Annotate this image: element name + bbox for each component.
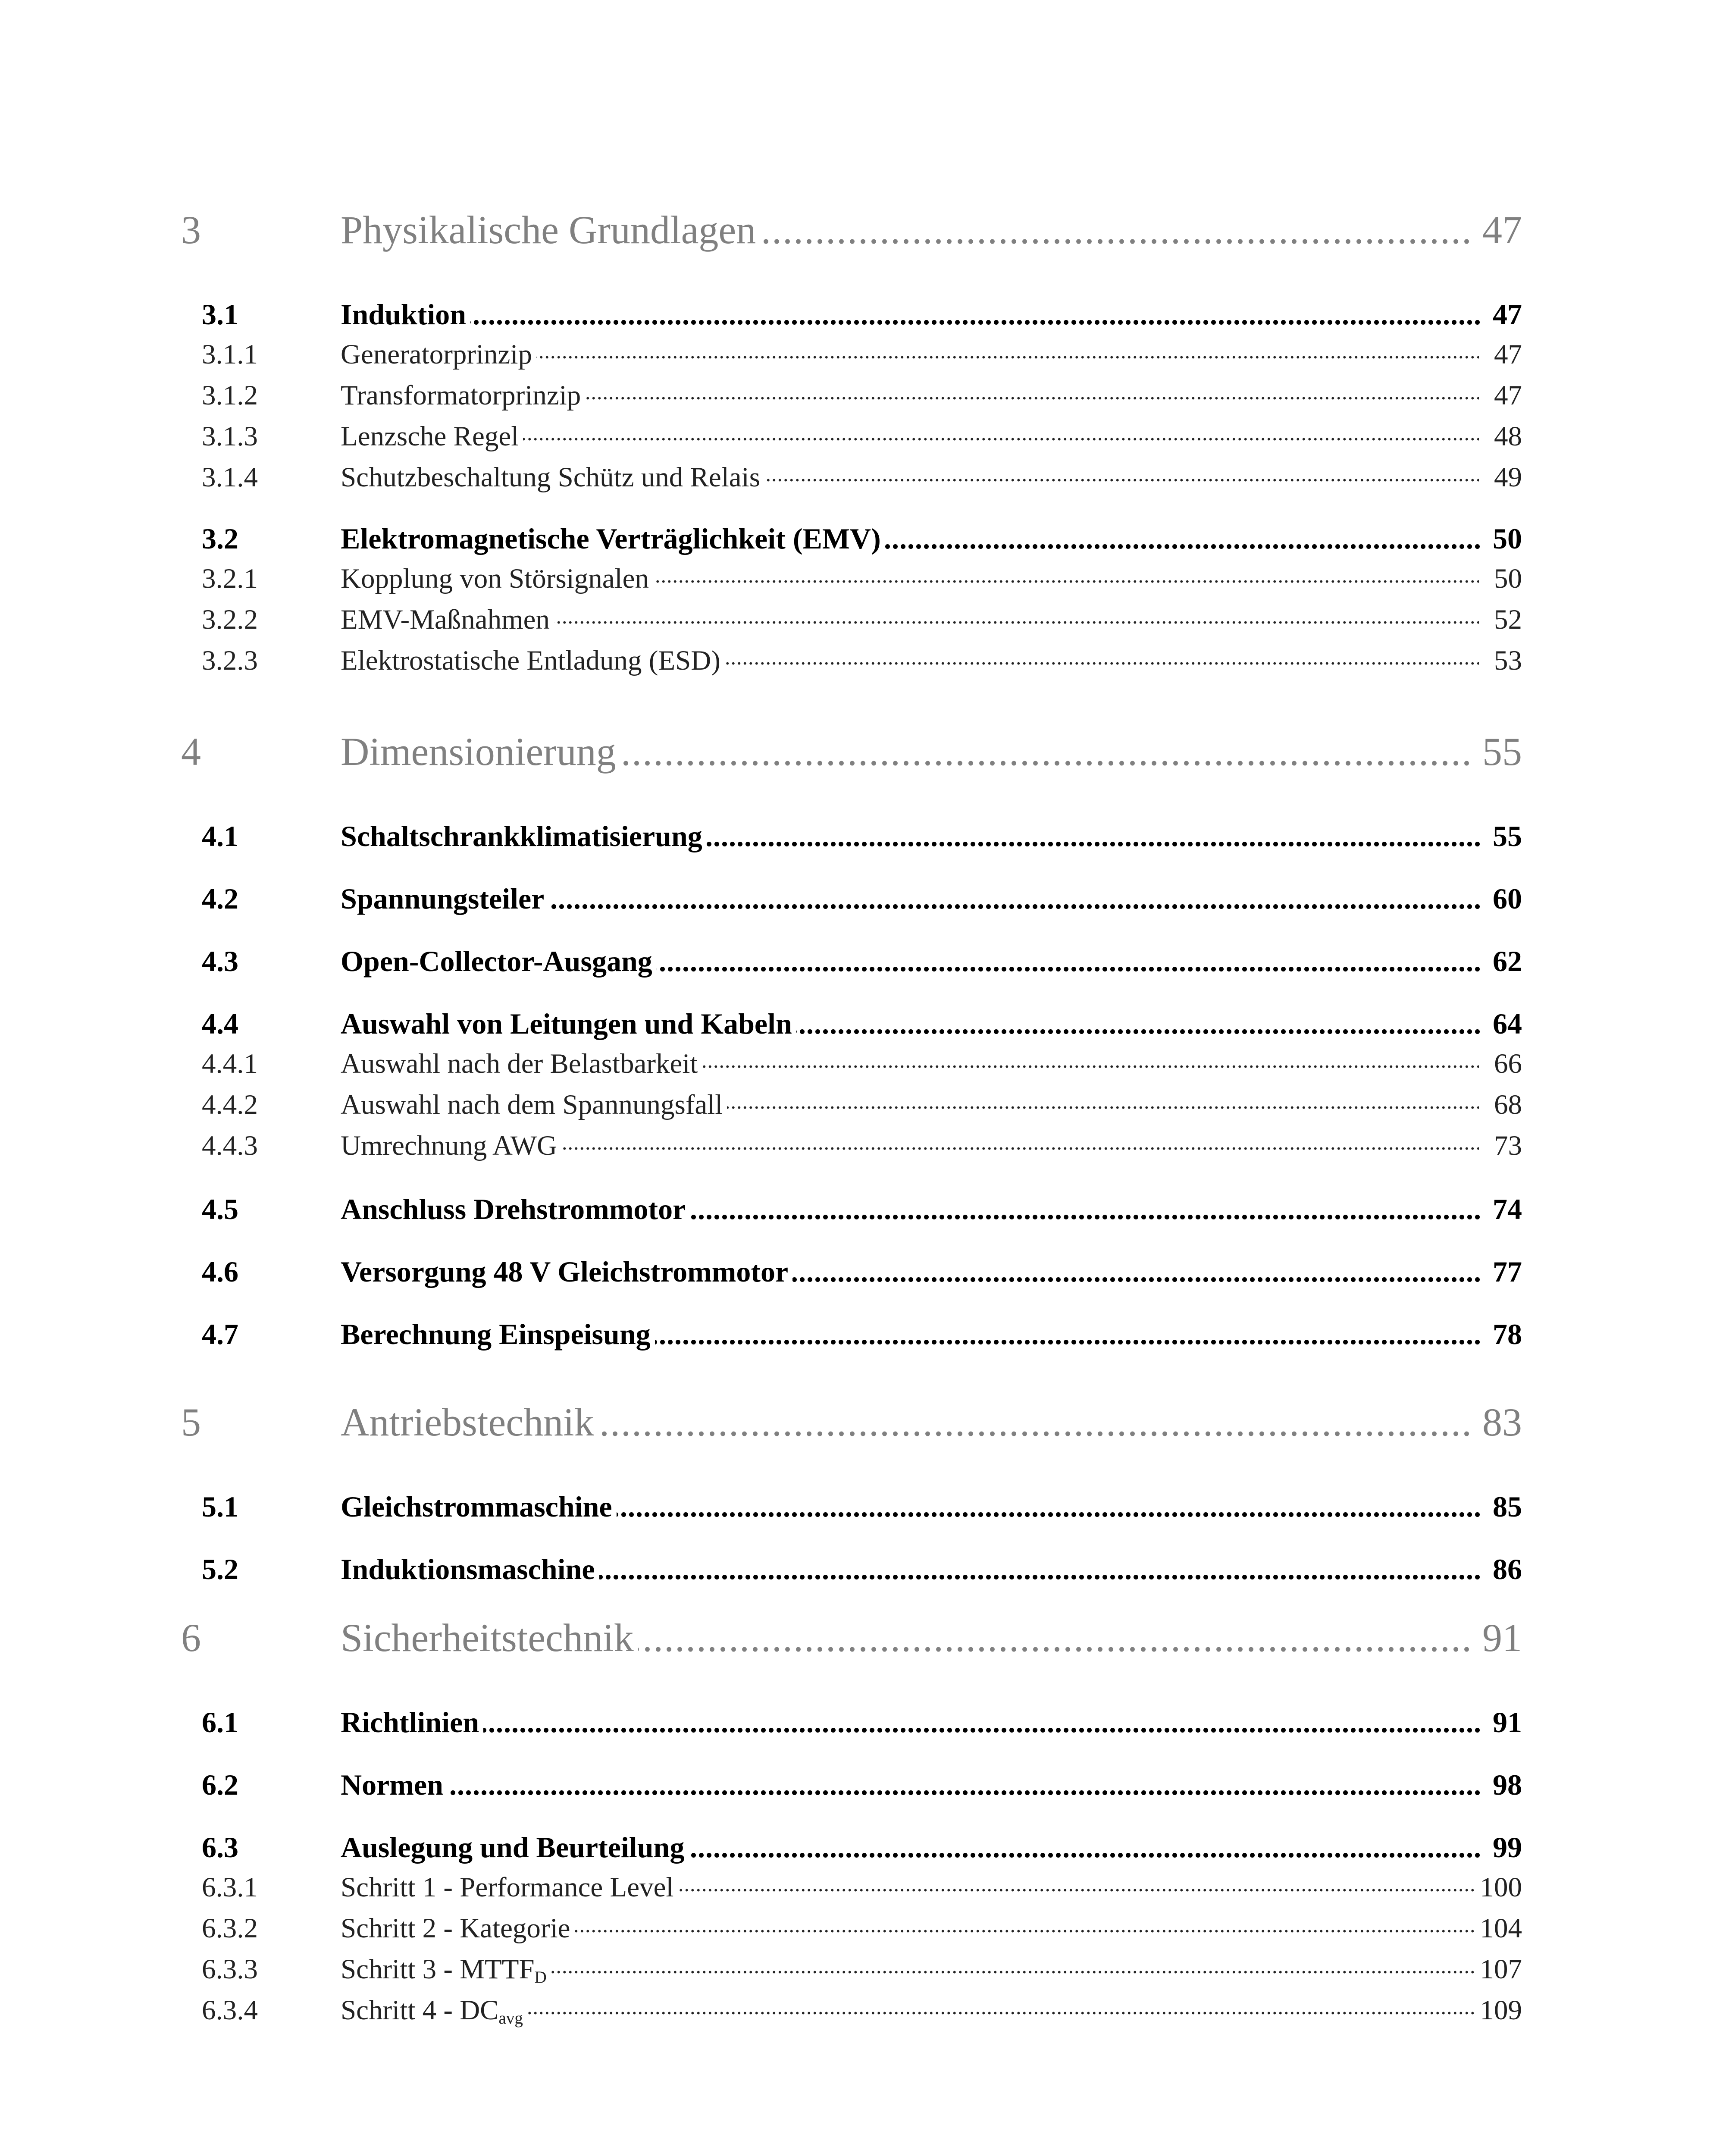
toc-entry-title: Auslegung und Beurteilung [341, 1830, 689, 1865]
toc-page-number: 109 [1477, 1994, 1522, 2027]
toc-page-number: 77 [1489, 1255, 1522, 1289]
toc-page-number: 74 [1489, 1192, 1522, 1226]
toc-entry-level-2[interactable] [181, 1830, 1522, 1865]
toc-entry-level-3[interactable] [181, 1912, 1522, 1947]
toc-entry-level-2[interactable] [181, 944, 1522, 979]
toc-entry-number: 4 [181, 730, 201, 774]
toc-page-number: 99 [1489, 1830, 1522, 1865]
toc-entry-number: 5.1 [202, 1490, 238, 1523]
toc-page-number: 50 [1489, 522, 1522, 556]
toc-entry-level-3[interactable] [181, 604, 1522, 638]
toc-page-number: 104 [1477, 1912, 1522, 1945]
toc-entry-level-2[interactable] [181, 522, 1522, 556]
toc-entry-level-2[interactable] [181, 1490, 1522, 1524]
dot-leader [341, 298, 1483, 332]
toc-entry-title: Lenzsche Regel [341, 420, 523, 453]
toc-entry-level-3[interactable] [181, 379, 1522, 414]
toc-page-number: 47 [1491, 379, 1522, 412]
toc-entry-title: Schritt $3 - MTTF_D$ [341, 1953, 551, 1987]
toc-entry-number: 3.1.2 [202, 380, 258, 411]
toc-entry-title: Spannungsteiler [341, 882, 548, 916]
toc-entry-title: Versorgung 48 V Gleichstrommotor [341, 1255, 792, 1289]
toc-entry-title: Generatorprinzip [341, 338, 536, 371]
toc-entry-number: 3.2 [202, 522, 238, 555]
toc-entry-level-3[interactable] [181, 563, 1522, 597]
toc-entry-number: 4.1 [202, 820, 238, 852]
toc-entry-level-2[interactable] [181, 1552, 1522, 1587]
toc-entry-number: 6 [181, 1616, 201, 1660]
toc-entry-level-3[interactable] [181, 461, 1522, 496]
toc-entry-level-3[interactable] [181, 1871, 1522, 1906]
toc-page-number: 50 [1491, 563, 1522, 595]
toc-page-number: 49 [1491, 461, 1522, 494]
toc-entry-level-3[interactable] [181, 338, 1522, 373]
toc-entry-title: Induktion [341, 298, 470, 332]
toc-entry-level-2[interactable] [181, 882, 1522, 916]
toc-entry-title: Umrechnung AWG [341, 1130, 561, 1162]
toc-entry-number: 4.4.1 [202, 1048, 258, 1079]
toc-entry-level-3[interactable] [181, 645, 1522, 679]
toc-entry-title: Induktionsmaschine [341, 1552, 599, 1586]
toc-entry-title: Richtlinien [341, 1705, 483, 1739]
toc-entry-number: 3.1.3 [202, 421, 258, 452]
toc-entry-number: 6.3.4 [202, 1995, 258, 2026]
toc-page-number: 91 [1489, 1705, 1522, 1739]
toc-page-number: 73 [1491, 1130, 1522, 1162]
toc-page-number: 85 [1489, 1490, 1522, 1524]
toc-entry-number: 3.1.1 [202, 339, 258, 370]
toc-entry-number: 3 [181, 208, 201, 252]
dot-leader [341, 1768, 1483, 1802]
toc-entry-level-3[interactable] [181, 1048, 1522, 1082]
toc-entry-level-2[interactable] [181, 298, 1522, 332]
toc-entry-level-3[interactable] [181, 1953, 1522, 1988]
toc-entry-title: EMV-Maßnahmen [341, 604, 554, 636]
toc-entry-title: Schaltschrankklimatisierung [341, 819, 707, 853]
toc-entry-number: 5 [181, 1400, 201, 1444]
toc-entry-number: 5.2 [202, 1553, 238, 1586]
toc-page-number: 86 [1489, 1552, 1522, 1586]
toc-entry-number: 3.1.4 [202, 462, 258, 493]
toc-entry-level-3[interactable] [181, 1994, 1522, 2029]
toc-entry-title: Antriebstechnik [341, 1399, 598, 1445]
toc-page-number: 55 [1489, 819, 1522, 853]
toc-entry-number: 6.1 [202, 1706, 238, 1739]
toc-page-number: 60 [1489, 882, 1522, 916]
toc-page-number: 83 [1479, 1399, 1522, 1445]
toc-entry-number: 6.3.3 [202, 1954, 258, 1985]
toc-entry-level-1[interactable] [181, 1615, 1522, 1662]
toc-entry-level-3[interactable] [181, 420, 1522, 455]
toc-entry-number: 4.6 [202, 1255, 238, 1288]
toc-entry-title: Elektromagnetische Verträglichkeit (EMV) [341, 522, 885, 556]
toc-page-number: 98 [1489, 1768, 1522, 1802]
toc-entry-title: Auswahl von Leitungen und Kabeln [341, 1007, 796, 1041]
toc-page-number: 100 [1477, 1871, 1522, 1904]
toc-entry-level-2[interactable] [181, 819, 1522, 854]
toc-page-number: 68 [1491, 1089, 1522, 1121]
toc-entry-number: 6.3.2 [202, 1913, 258, 1944]
toc-entry-title: Auswahl nach dem Spannungsfall [341, 1089, 727, 1121]
toc-page-number: 78 [1489, 1317, 1522, 1351]
toc-entry-level-3[interactable] [181, 1089, 1522, 1123]
toc-entry-number: 6.3.1 [202, 1872, 258, 1903]
toc-entry-level-3[interactable] [181, 1130, 1522, 1164]
toc-entry-level-2[interactable] [181, 1255, 1522, 1289]
toc-entry-level-2[interactable] [181, 1768, 1522, 1802]
toc-entry-level-1[interactable] [181, 207, 1522, 254]
toc-page-number: 53 [1491, 645, 1522, 677]
toc-page-number: 55 [1479, 729, 1522, 774]
toc-page-number: 66 [1491, 1048, 1522, 1080]
toc-entry-title: Physikalische Grundlagen [341, 207, 760, 253]
toc-entry-title: Schritt $4 - DC_{avg}$ [341, 1994, 527, 2028]
toc-entry-number: 4.5 [202, 1193, 238, 1225]
toc-entry-title: Schritt 2 - Kategorie [341, 1912, 574, 1945]
toc-entry-title: Elektrostatische Entladung (ESD) [341, 645, 725, 677]
toc-entry-number: 4.7 [202, 1318, 238, 1351]
toc-entry-title: Transformatorprinzip [341, 379, 585, 412]
toc-entry-number: 4.2 [202, 882, 238, 915]
toc-entry-level-1[interactable] [181, 729, 1522, 776]
toc-entry-title: Berechnung Einspeisung [341, 1317, 655, 1351]
toc-entry-title: Auswahl nach der Belastbarkeit [341, 1048, 702, 1080]
toc-entry-title: Open-Collector-Ausgang [341, 944, 657, 978]
toc-page-number: 52 [1491, 604, 1522, 636]
toc-entry-level-1[interactable] [181, 1399, 1522, 1447]
toc-entry-title: Anschluss Drehstrommotor [341, 1192, 690, 1226]
toc-entry-number: 6.2 [202, 1768, 238, 1801]
toc-entry-level-2[interactable] [181, 1192, 1522, 1227]
toc-entry-title: Dimensionierung [341, 729, 620, 774]
toc-page-number: 47 [1479, 207, 1522, 253]
toc-entry-title: Normen [341, 1768, 448, 1802]
toc-entry-title: Kopplung von Störsignalen [341, 563, 653, 595]
toc-page-number: 91 [1479, 1615, 1522, 1661]
toc-entry-number: 3.2.1 [202, 563, 258, 594]
toc-entry-level-2[interactable] [181, 1705, 1522, 1740]
toc-page-number: 47 [1489, 298, 1522, 332]
toc-page-number: 64 [1489, 1007, 1522, 1041]
toc-page-number: 47 [1491, 338, 1522, 371]
toc-entry-title: Gleichstrommaschine [341, 1490, 617, 1524]
toc-entry-number: 3.2.2 [202, 604, 258, 635]
toc-entry-number: 4.4.2 [202, 1089, 258, 1120]
toc-entry-number: 4.4 [202, 1007, 238, 1040]
toc-entry-number: 4.3 [202, 945, 238, 978]
toc-entry-number: 4.4.3 [202, 1130, 258, 1161]
toc-page-number: 62 [1489, 944, 1522, 978]
toc-entry-level-2[interactable] [181, 1317, 1522, 1352]
toc-entry-number: 3.2.3 [202, 645, 258, 676]
toc-entry-number: 6.3 [202, 1831, 238, 1864]
toc-title-subscript: avg [498, 2009, 523, 2028]
toc-entry-number: 3.1 [202, 298, 238, 331]
dot-leader [341, 1705, 1483, 1739]
toc-page-number: 48 [1491, 420, 1522, 453]
toc-title-subscript: D [534, 1968, 547, 1987]
toc-entry-level-2[interactable] [181, 1007, 1522, 1041]
toc-page-number: 107 [1477, 1953, 1522, 1986]
toc-entry-title: Sicherheitstechnik [341, 1615, 638, 1661]
toc-entry-title: Schutzbeschaltung Schütz und Relais [341, 461, 764, 494]
toc-entry-title: Schritt 1 - Performance Level [341, 1871, 678, 1904]
